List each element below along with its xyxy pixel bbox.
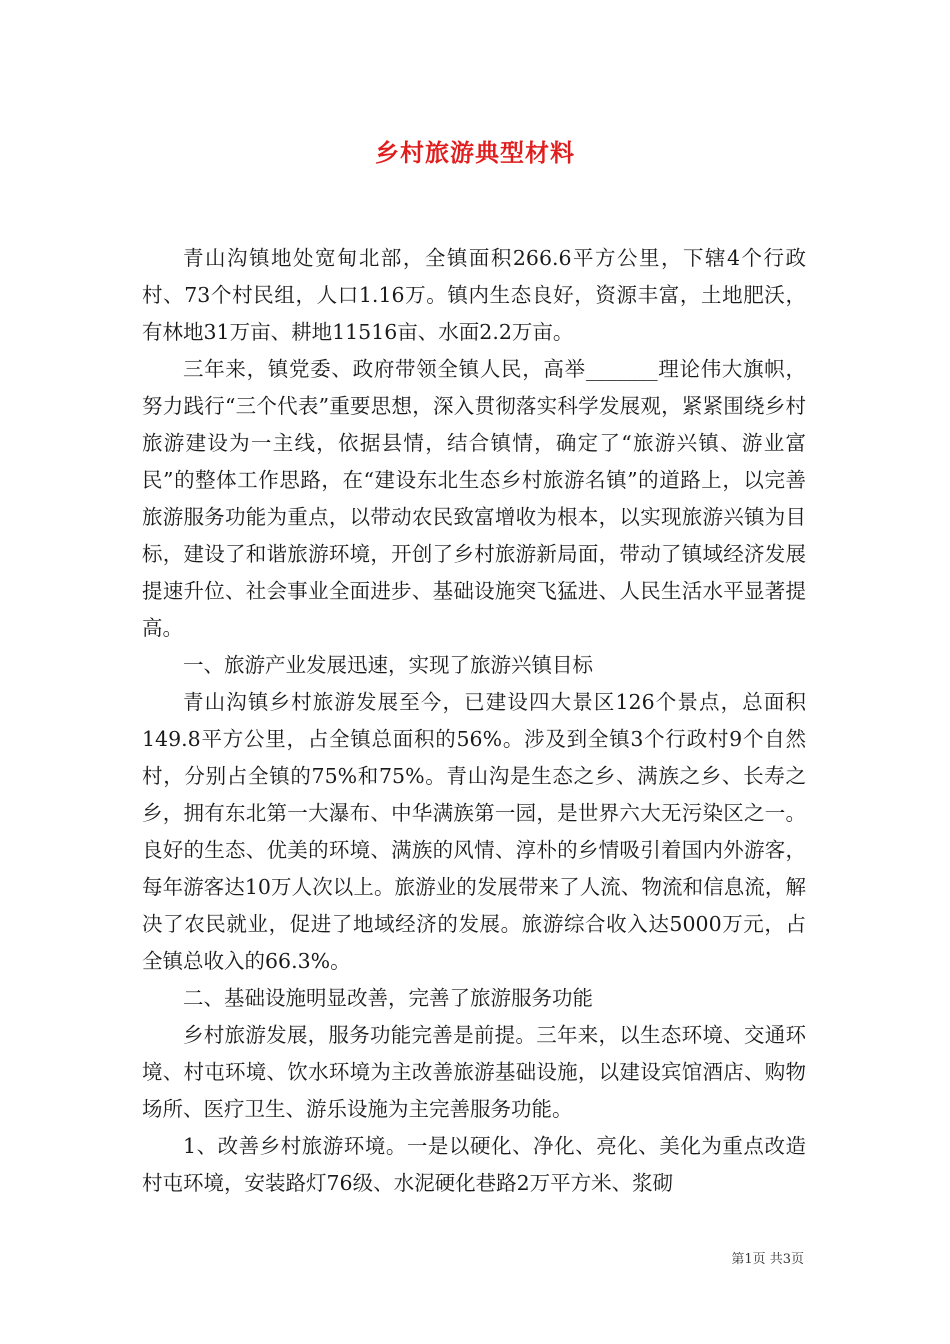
page-number: 第1页 共3页	[731, 1252, 804, 1267]
section-heading-1: 一、旅游产业发展迅速，实现了旅游兴镇目标	[183, 653, 593, 677]
paragraph-achievements: 三年来，镇党委、政府带领全镇人民，高举_______理论伟大旗帜，努力践行“三个代表”重要思想，深入贯彻落实科学发展观，紧紧围绕乡村旅游建设为一主线，依据县情，结合镇情，确定了“旅游兴镇、游业富民”的整体工作思路，在“建设东北生态乡村旅游名镇”的道路上，以完善旅游服务功能为重点，以带动农民致富增收为根本，以实现旅游兴镇为目标，建设了和谐旅游环境，开创了乡村旅游新局面，带动了镇域经济发展提速升位、社会事业全面进步、基础设施突飞猛进、人民生活水平显著提高。	[142, 357, 806, 640]
document-body	[142, 240, 806, 1202]
paragraph-environment-improvement: 1、改善乡村旅游环境。一是以硬化、净化、亮化、美化为重点改造村屯环境，安装路灯76级、水泥硬化巷路2万平方米、浆砌	[142, 1134, 806, 1195]
paragraph-service-functions: 乡村旅游发展，服务功能完善是前提。三年来，以生态环境、交通环境、村屯环境、饮水环境为主改善旅游基础设施，以建设宾馆酒店、购物场所、医疗卫生、游乐设施为主完善服务功能。	[142, 1023, 806, 1121]
paragraph-tourism-development: 青山沟镇乡村旅游发展至今，已建设四大景区126个景点，总面积149.8平方公里，占全镇总面积的56%。涉及到全镇3个行政村9个自然村，分别占全镇的75%和75%。青山沟是生态之乡、满族之乡、长寿之乡，拥有东北第一大瀑布、中华满族第一园，是世界六大无污染区之一。良好的生态、优美的环境、满族的风情、淳朴的乡情吸引着国内外游客，每年游客达10万人次以上。旅游业的发展带来了人流、物流和信息流，解决了农民就业，促进了地域经济的发展。旅游综合收入达5000万元，占全镇总收入的66.3%。	[142, 690, 806, 973]
document-title: 乡村旅游典型材料	[375, 138, 575, 167]
section-heading-2: 二、基础设施明显改善，完善了旅游服务功能	[183, 986, 593, 1010]
paragraph-overview: 青山沟镇地处宽甸北部，全镇面积266.6平方公里，下辖4个行政村、73个村民组，人口1.16万。镇内生态良好，资源丰富，土地肥沃，有林地31万亩、耕地11516亩、水面2.2万亩。	[142, 246, 806, 344]
